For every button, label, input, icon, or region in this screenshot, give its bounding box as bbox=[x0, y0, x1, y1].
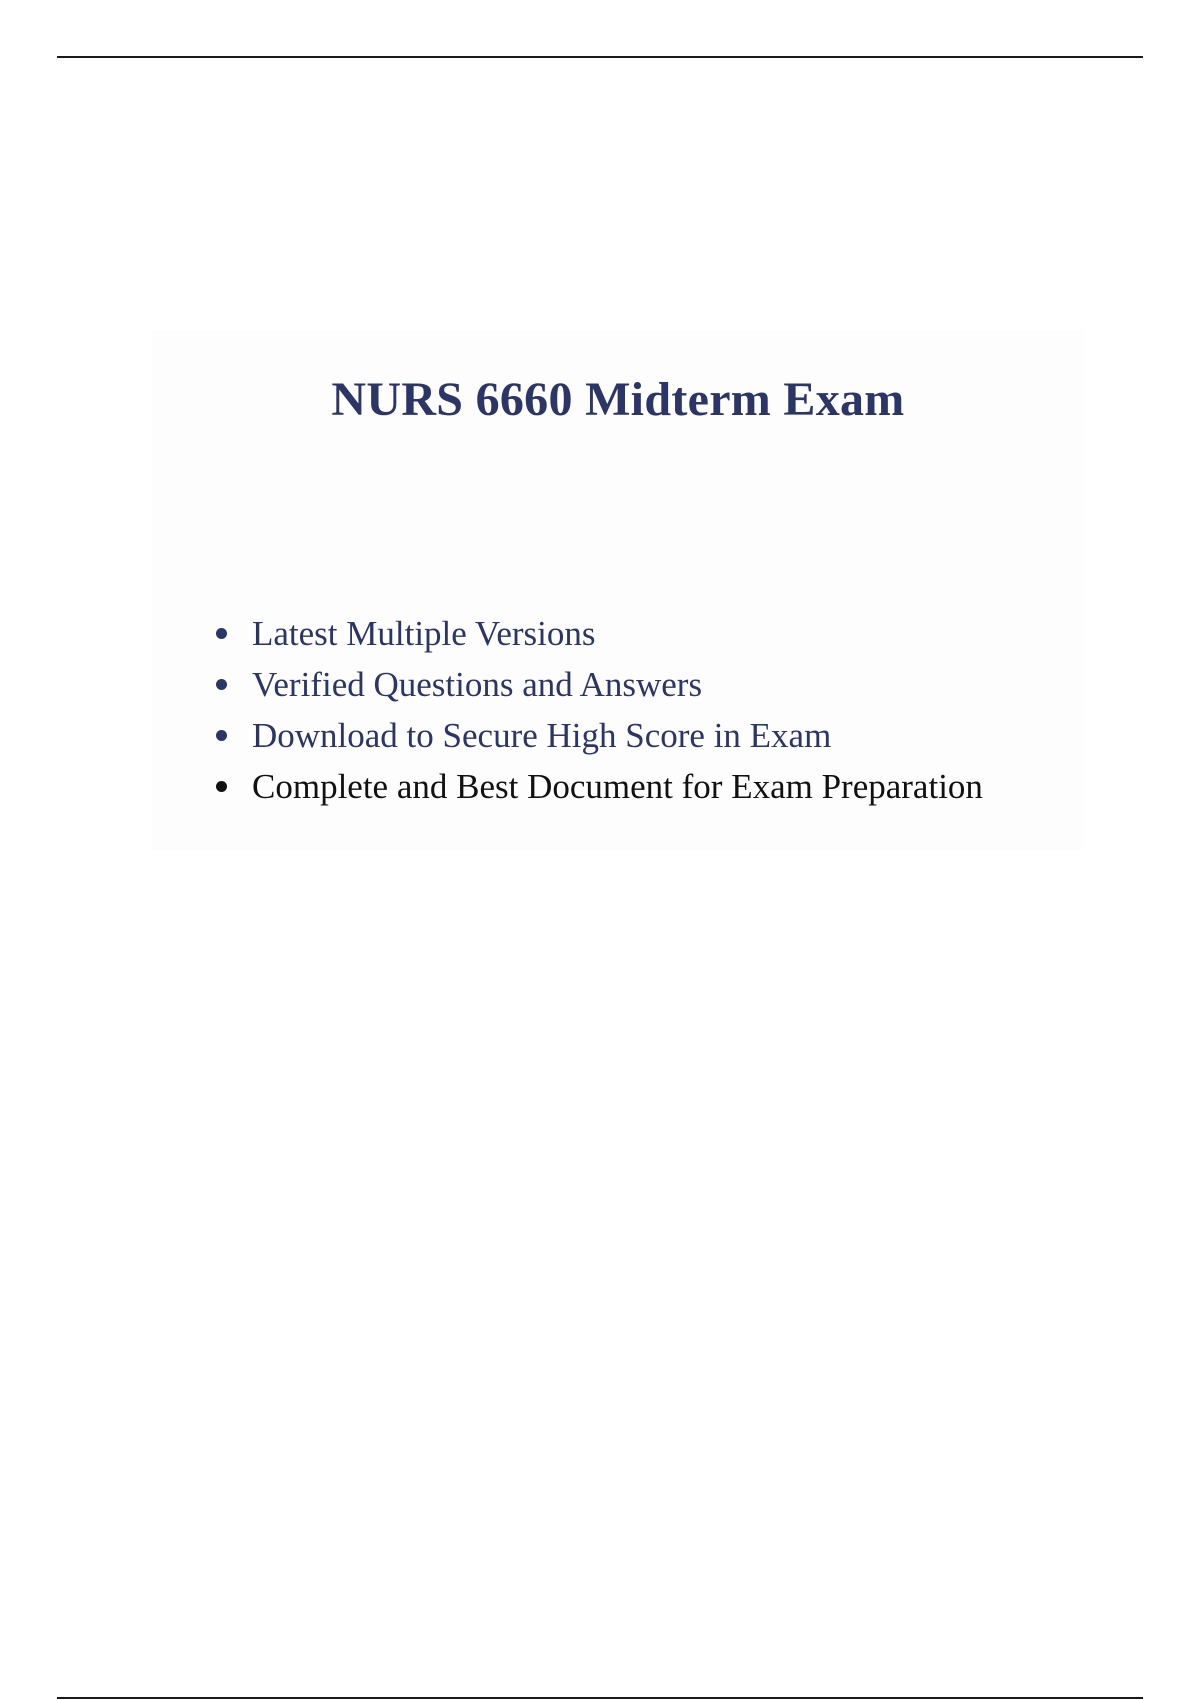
header-rule bbox=[57, 56, 1143, 58]
list-item-text: Complete and Best Document for Exam Preparation bbox=[252, 767, 983, 806]
cover-panel bbox=[152, 330, 1084, 850]
list-item-text: Verified Questions and Answers bbox=[252, 665, 703, 704]
bullet-icon bbox=[216, 679, 227, 690]
list-item bbox=[216, 761, 983, 812]
bullet-icon bbox=[216, 628, 227, 639]
feature-list bbox=[216, 608, 983, 812]
list-item bbox=[216, 608, 983, 659]
list-item bbox=[216, 659, 983, 710]
footer-rule bbox=[57, 1697, 1143, 1699]
list-item-text: Latest Multiple Versions bbox=[252, 614, 596, 653]
document-title: NURS 6660 Midterm Exam bbox=[331, 373, 905, 426]
list-item bbox=[216, 710, 983, 761]
list-item-text: Download to Secure High Score in Exam bbox=[252, 716, 832, 755]
bullet-icon bbox=[216, 730, 227, 741]
bullet-icon bbox=[216, 781, 227, 792]
